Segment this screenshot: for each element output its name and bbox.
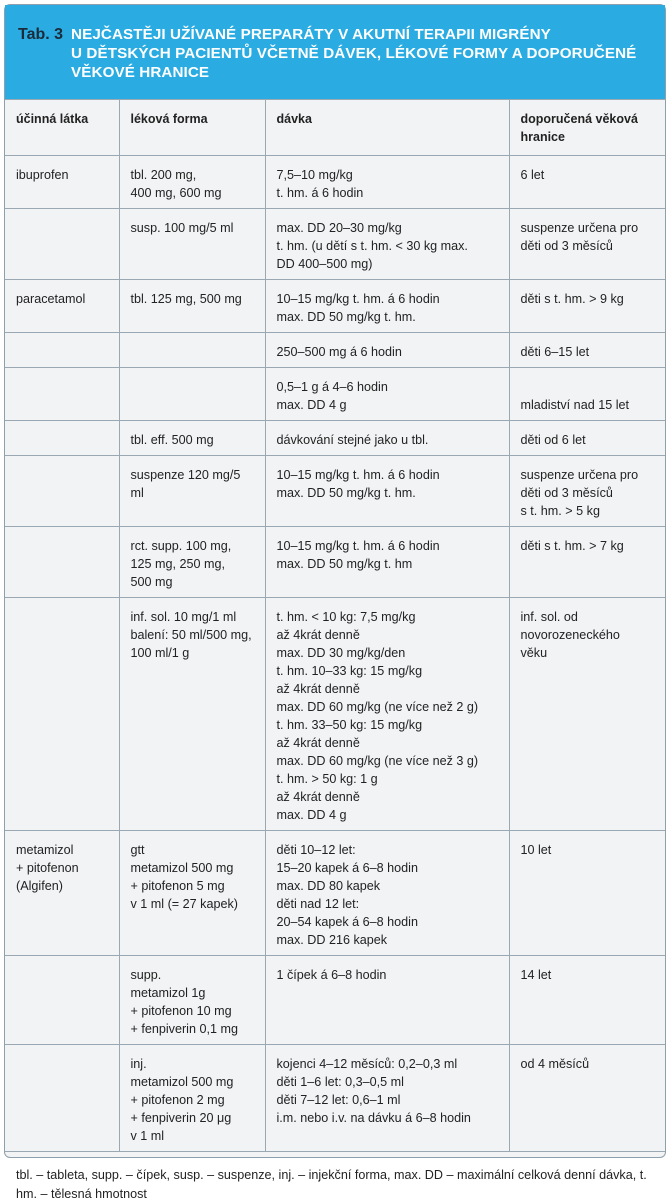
cell-text: suspenze 120 mg/5 ml <box>130 468 241 500</box>
cell-text: susp. 100 mg/5 ml <box>130 221 234 235</box>
cell-text: kojenci 4–12 měsíců: 0,2–0,3 ml děti 1–6 let: 0,3–0,5 ml děti 7–12 let: 0,6–1 ml i.m. nebo i.v. na dávku á 6–8 hodin <box>276 1057 471 1125</box>
cell-text: suspenze určena pro děti od 3 měsíců <box>520 221 639 253</box>
column-header-row <box>5 100 665 156</box>
table-row <box>5 956 665 1045</box>
form-cell <box>119 831 265 956</box>
cell-text: 250–500 mg á 6 hodin <box>276 345 402 359</box>
form-cell <box>119 956 265 1045</box>
form-cell <box>119 156 265 209</box>
dose-cell <box>265 368 509 421</box>
age-limit-cell <box>509 280 665 333</box>
age-limit-cell <box>509 421 665 456</box>
cell-text: suspenze určena pro děti od 3 měsíců s t. hm. > 5 kg <box>520 468 639 518</box>
age-limit-cell <box>509 156 665 209</box>
cell-text: tbl. 125 mg, 500 mg <box>130 292 242 306</box>
table-row <box>5 456 665 527</box>
title-line: NEJČASTĚJI UŽÍVANÉ PREPARÁTY V AKUTNÍ TERAPII MIGRÉNY <box>71 26 551 43</box>
dose-cell <box>265 421 509 456</box>
cell-text: od 4 měsíců <box>520 1057 590 1071</box>
table-row <box>5 421 665 456</box>
table-frame <box>4 4 666 1201</box>
dose-cell <box>265 1045 509 1152</box>
cell-text: 10 let <box>520 843 552 857</box>
table-row <box>5 209 665 280</box>
table-footnote: tbl. – tableta, supp. – čípek, susp. – suspenze, inj. – injekční forma, max. DD – maximální celková denní dávka, t. hm. – tělesná hmotnost <box>16 1168 647 1201</box>
cell-text: ibuprofen <box>16 168 69 182</box>
cell-text: inj. metamizol 500 mg + pitofenon 2 mg + fenpiverin 20 μg v 1 ml <box>130 1057 234 1143</box>
dose-cell <box>265 527 509 598</box>
substance-cell <box>5 368 119 421</box>
table-body <box>5 156 665 1152</box>
table-row <box>5 156 665 209</box>
cell-text: max. DD 20–30 mg/kg t. hm. (u dětí s t. hm. < 30 kg max. DD 400–500 mg) <box>276 221 468 271</box>
cell-text: inf. sol. od novorozeneckého věku <box>520 610 620 660</box>
column-header-substance: účinná látka <box>5 100 119 156</box>
substance-cell <box>5 333 119 368</box>
age-limit-cell <box>509 1045 665 1152</box>
cell-text: dávkování stejné jako u tbl. <box>276 433 429 447</box>
age-limit-cell <box>509 456 665 527</box>
table-row <box>5 368 665 421</box>
title-line: VĚKOVÉ HRANICE <box>71 64 210 81</box>
substance-cell <box>5 598 119 831</box>
substance-cell <box>5 956 119 1045</box>
substance-cell <box>5 456 119 527</box>
table-row <box>5 333 665 368</box>
form-cell <box>119 209 265 280</box>
cell-text: paracetamol <box>16 292 86 306</box>
substance-cell <box>5 527 119 598</box>
dose-cell <box>265 598 509 831</box>
substance-cell <box>5 831 119 956</box>
cell-text: děti s t. hm. > 9 kg <box>520 292 624 306</box>
table-number: Tab. 3 <box>18 26 64 43</box>
cell-text: děti s t. hm. > 7 kg <box>520 539 624 553</box>
cell-text: děti 10–12 let: 15–20 kapek á 6–8 hodin max. DD 80 kapek děti nad 12 let: 20–54 kapek á 6–8 hodin max. DD 216 kapek <box>276 843 418 947</box>
age-limit-cell <box>509 956 665 1045</box>
table-title <box>71 25 636 99</box>
form-cell <box>119 368 265 421</box>
cell-text: děti 6–15 let <box>520 345 590 359</box>
form-cell <box>119 280 265 333</box>
table-row <box>5 280 665 333</box>
cell-text: inf. sol. 10 mg/1 ml balení: 50 ml/500 mg, 100 ml/1 g <box>130 610 252 660</box>
cell-text: 10–15 mg/kg t. hm. á 6 hodin max. DD 50 mg/kg t. hm. <box>276 468 440 500</box>
cell-text: t. hm. < 10 kg: 7,5 mg/kg až 4krát denně max. DD 30 mg/kg/den t. hm. 10–33 kg: 15 mg/kg až 4krát denně max. DD 60 mg/kg (ne více než 2 g) t. hm. 33–50 kg: 15 mg/kg až 4krát denně max. DD 60 mg/kg (ne více než 3 g) t. hm. > 50 kg: 1 g až 4krát denně max. DD 4 g <box>276 610 479 822</box>
cell-text: rct. supp. 100 mg, 125 mg, 250 mg, 500 mg <box>130 539 232 589</box>
substance-cell <box>5 421 119 456</box>
cell-text: 1 čípek á 6–8 hodin <box>276 968 387 982</box>
dosage-table <box>5 99 665 1152</box>
cell-text: 7,5–10 mg/kg t. hm. á 6 hodin <box>276 168 364 200</box>
age-limit-cell <box>509 598 665 831</box>
age-limit-cell <box>509 333 665 368</box>
age-limit-cell <box>509 368 665 421</box>
cell-text: supp. metamizol 1g + pitofenon 10 mg + fenpiverin 0,1 mg <box>130 968 238 1036</box>
table-row <box>5 1045 665 1152</box>
form-cell <box>119 456 265 527</box>
cell-text: 10–15 mg/kg t. hm. á 6 hodin max. DD 50 mg/kg t. hm <box>276 539 440 571</box>
cell-text: 14 let <box>520 968 552 982</box>
form-cell <box>119 421 265 456</box>
form-cell <box>119 527 265 598</box>
dose-cell <box>265 456 509 527</box>
cell-text: tbl. 200 mg, 400 mg, 600 mg <box>130 168 222 200</box>
age-limit-cell <box>509 527 665 598</box>
cell-text: mladiství nad 15 let <box>520 398 630 412</box>
dose-cell <box>265 156 509 209</box>
dose-cell <box>265 209 509 280</box>
form-cell <box>119 333 265 368</box>
table-header-band <box>5 5 665 99</box>
cell-text: 0,5–1 g á 4–6 hodin max. DD 4 g <box>276 380 388 412</box>
cell-text: tbl. eff. 500 mg <box>130 433 214 447</box>
title-line: U DĚTSKÝCH PACIENTŮ VČETNĚ DÁVEK, LÉKOVÉ FORMY A DOPORUČENÉ <box>71 45 637 62</box>
cell-text: metamizol + pitofenon (Algifen) <box>16 843 79 893</box>
age-limit-cell <box>509 831 665 956</box>
dose-cell <box>265 333 509 368</box>
column-header-age-limit: doporučená věková hranice <box>509 100 665 156</box>
dose-cell <box>265 956 509 1045</box>
cell-text: gtt metamizol 500 mg + pitofenon 5 mg v 1 ml (= 27 kapek) <box>130 843 238 911</box>
table-row <box>5 598 665 831</box>
form-cell <box>119 1045 265 1152</box>
dose-cell <box>265 280 509 333</box>
substance-cell <box>5 1045 119 1152</box>
column-header-form: léková forma <box>119 100 265 156</box>
substance-cell <box>5 280 119 333</box>
table-row <box>5 527 665 598</box>
cell-text: děti od 6 let <box>520 433 586 447</box>
dose-cell <box>265 831 509 956</box>
cell-text: 10–15 mg/kg t. hm. á 6 hodin max. DD 50 mg/kg t. hm. <box>276 292 440 324</box>
substance-cell <box>5 156 119 209</box>
substance-cell <box>5 209 119 280</box>
age-limit-cell <box>509 209 665 280</box>
form-cell <box>119 598 265 831</box>
cell-text: 6 let <box>520 168 545 182</box>
table-row <box>5 831 665 956</box>
column-header-dose: dávka <box>265 100 509 156</box>
